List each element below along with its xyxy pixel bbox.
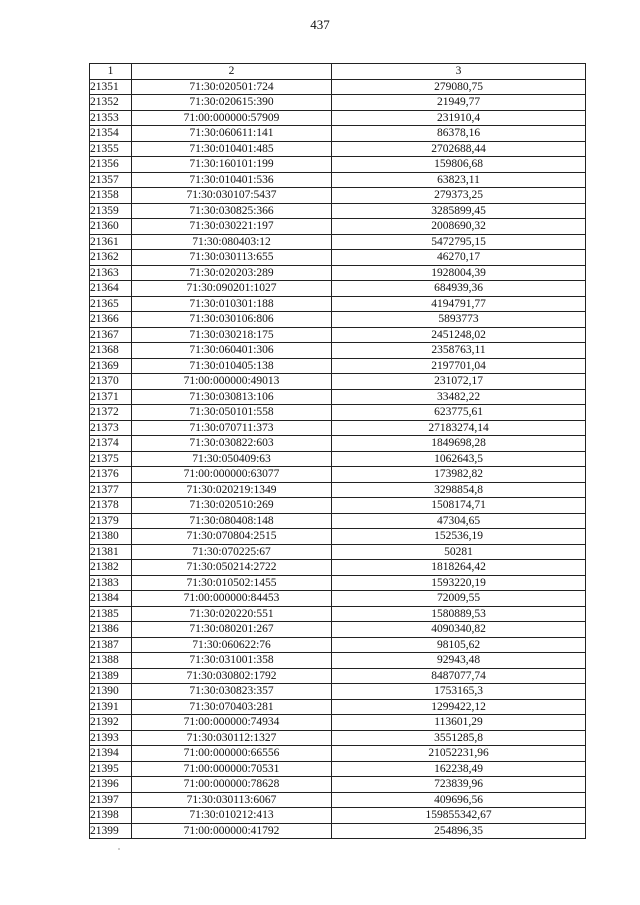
cadastral-number: 71:30:080201:267 (132, 622, 332, 638)
row-number: 21396 (90, 777, 132, 793)
table-row (90, 110, 586, 126)
table-row (90, 777, 586, 793)
row-number: 21381 (90, 544, 132, 560)
column-header-1: 1 (90, 64, 132, 80)
table-row (90, 389, 586, 405)
cadastral-number: 71:30:070225:67 (132, 544, 332, 560)
row-number: 21352 (90, 95, 132, 111)
cadastral-value: 33482,22 (332, 389, 586, 405)
table-row (90, 730, 586, 746)
cadastral-value: 2702688,44 (332, 141, 586, 157)
cadastral-value: 173982,82 (332, 467, 586, 483)
table-row (90, 668, 586, 684)
row-number: 21367 (90, 327, 132, 343)
row-number: 21363 (90, 265, 132, 281)
table-row (90, 529, 586, 545)
row-number: 21390 (90, 684, 132, 700)
row-number: 21359 (90, 203, 132, 219)
cadastral-number: 71:30:050101:558 (132, 405, 332, 421)
row-number: 21370 (90, 374, 132, 390)
table-row (90, 172, 586, 188)
cadastral-number: 71:30:030218:175 (132, 327, 332, 343)
column-header-3: 3 (332, 64, 586, 80)
table-row (90, 265, 586, 281)
row-number: 21372 (90, 405, 132, 421)
cadastral-value: 623775,61 (332, 405, 586, 421)
cadastral-number: 71:30:060611:141 (132, 126, 332, 142)
table-row (90, 684, 586, 700)
cadastral-number: 71:30:030106:806 (132, 312, 332, 328)
cadastral-number: 71:30:020203:289 (132, 265, 332, 281)
cadastral-value: 92943,48 (332, 653, 586, 669)
scan-speck (118, 848, 120, 850)
cadastral-number: 71:30:010405:138 (132, 358, 332, 374)
table-row (90, 141, 586, 157)
cadastral-number: 71:00:000000:70531 (132, 761, 332, 777)
cadastral-number: 71:30:030802:1792 (132, 668, 332, 684)
cadastral-number: 71:30:060622:76 (132, 637, 332, 653)
cadastral-number: 71:00:000000:84453 (132, 591, 332, 607)
row-number: 21365 (90, 296, 132, 312)
row-number: 21394 (90, 746, 132, 762)
cadastral-number: 71:30:070804:2515 (132, 529, 332, 545)
row-number: 21379 (90, 513, 132, 529)
cadastral-number: 71:00:000000:41792 (132, 823, 332, 839)
row-number: 21361 (90, 234, 132, 250)
cadastral-value: 5893773 (332, 312, 586, 328)
table-row (90, 358, 586, 374)
cadastral-number: 71:30:070711:373 (132, 420, 332, 436)
cadastral-number: 71:30:020510:269 (132, 498, 332, 514)
table-row (90, 405, 586, 421)
cadastral-value: 1818264,42 (332, 560, 586, 576)
table-row (90, 126, 586, 142)
row-number: 21389 (90, 668, 132, 684)
row-number: 21395 (90, 761, 132, 777)
row-number: 21399 (90, 823, 132, 839)
table-row (90, 560, 586, 576)
cadastral-number: 71:30:030107:5437 (132, 188, 332, 204)
cadastral-value: 279373,25 (332, 188, 586, 204)
cadastral-number: 71:30:010301:188 (132, 296, 332, 312)
cadastral-number: 71:30:030113:655 (132, 250, 332, 266)
table-row (90, 823, 586, 839)
table-row (90, 591, 586, 607)
cadastral-value: 254896,35 (332, 823, 586, 839)
cadastral-value: 231072,17 (332, 374, 586, 390)
table-row (90, 219, 586, 235)
table-row (90, 746, 586, 762)
cadastral-value: 409696,56 (332, 792, 586, 808)
cadastral-value: 159806,68 (332, 157, 586, 173)
row-number: 21373 (90, 420, 132, 436)
row-number: 21382 (90, 560, 132, 576)
cadastral-value: 684939,36 (332, 281, 586, 297)
table-row (90, 606, 586, 622)
cadastral-value: 2358763,11 (332, 343, 586, 359)
cadastral-value: 47304,65 (332, 513, 586, 529)
cadastral-value: 159855342,67 (332, 808, 586, 824)
table-row (90, 761, 586, 777)
row-number: 21384 (90, 591, 132, 607)
cadastral-value: 46270,17 (332, 250, 586, 266)
page-number: 437 (310, 17, 330, 32)
cadastral-number: 71:30:010401:536 (132, 172, 332, 188)
cadastral-value: 231910,4 (332, 110, 586, 126)
table-row (90, 420, 586, 436)
row-number: 21376 (90, 467, 132, 483)
cadastral-value: 3298854,8 (332, 482, 586, 498)
table-row (90, 374, 586, 390)
table-row (90, 575, 586, 591)
cadastral-value: 1508174,71 (332, 498, 586, 514)
cadastral-number: 71:30:020219:1349 (132, 482, 332, 498)
cadastral-number: 71:30:020220:551 (132, 606, 332, 622)
table-row (90, 544, 586, 560)
table-row (90, 343, 586, 359)
table-row (90, 188, 586, 204)
cadastral-number: 71:00:000000:74934 (132, 715, 332, 731)
row-number: 21353 (90, 110, 132, 126)
row-number: 21393 (90, 730, 132, 746)
cadastral-number: 71:30:080403:12 (132, 234, 332, 250)
row-number: 21368 (90, 343, 132, 359)
table-header-row (90, 64, 586, 80)
cadastral-value: 1753165,3 (332, 684, 586, 700)
table-row (90, 312, 586, 328)
cadastral-value: 723839,96 (332, 777, 586, 793)
cadastral-value: 1062643,5 (332, 451, 586, 467)
cadastral-value: 5472795,15 (332, 234, 586, 250)
cadastral-value: 4090340,82 (332, 622, 586, 638)
row-number: 21380 (90, 529, 132, 545)
table-row (90, 203, 586, 219)
cadastral-number: 71:30:031001:358 (132, 653, 332, 669)
table-row (90, 79, 586, 95)
table-row (90, 436, 586, 452)
cadastral-number: 71:30:050214:2722 (132, 560, 332, 576)
table-row (90, 296, 586, 312)
table-row (90, 281, 586, 297)
cadastral-value: 1299422,12 (332, 699, 586, 715)
cadastral-number: 71:00:000000:49013 (132, 374, 332, 390)
cadastral-number: 71:00:000000:57909 (132, 110, 332, 126)
cadastral-value: 98105,62 (332, 637, 586, 653)
cadastral-number: 71:30:050409:63 (132, 451, 332, 467)
cadastral-number: 71:30:010212:413 (132, 808, 332, 824)
table-row (90, 808, 586, 824)
cadastral-number: 71:30:080408:148 (132, 513, 332, 529)
table-row (90, 498, 586, 514)
row-number: 21398 (90, 808, 132, 824)
cadastral-number: 71:30:030113:6067 (132, 792, 332, 808)
cadastral-value: 21052231,96 (332, 746, 586, 762)
cadastral-number: 71:30:030822:603 (132, 436, 332, 452)
table-row (90, 637, 586, 653)
row-number: 21369 (90, 358, 132, 374)
row-number: 21374 (90, 436, 132, 452)
row-number: 21377 (90, 482, 132, 498)
cadastral-value: 63823,11 (332, 172, 586, 188)
cadastral-number: 71:30:090201:1027 (132, 281, 332, 297)
column-header-2: 2 (132, 64, 332, 80)
cadastral-value: 3285899,45 (332, 203, 586, 219)
row-number: 21392 (90, 715, 132, 731)
cadastral-number: 71:30:030112:1327 (132, 730, 332, 746)
cadastral-value: 86378,16 (332, 126, 586, 142)
cadastral-number: 71:30:060401:306 (132, 343, 332, 359)
row-number: 21364 (90, 281, 132, 297)
row-number: 21356 (90, 157, 132, 173)
row-number: 21391 (90, 699, 132, 715)
cadastral-number: 71:30:020615:390 (132, 95, 332, 111)
cadastral-number: 71:30:030813:106 (132, 389, 332, 405)
row-number: 21378 (90, 498, 132, 514)
cadastral-value: 1593220,19 (332, 575, 586, 591)
row-number: 21362 (90, 250, 132, 266)
row-number: 21355 (90, 141, 132, 157)
row-number: 21383 (90, 575, 132, 591)
row-number: 21375 (90, 451, 132, 467)
cadastral-value: 8487077,74 (332, 668, 586, 684)
row-number: 21357 (90, 172, 132, 188)
table-row (90, 699, 586, 715)
table-row (90, 715, 586, 731)
table-row (90, 467, 586, 483)
row-number: 21386 (90, 622, 132, 638)
table-row (90, 157, 586, 173)
table-row (90, 327, 586, 343)
row-number: 21351 (90, 79, 132, 95)
table-row (90, 792, 586, 808)
cadastral-number: 71:30:070403:281 (132, 699, 332, 715)
row-number: 21360 (90, 219, 132, 235)
row-number: 21366 (90, 312, 132, 328)
table-row (90, 234, 586, 250)
table-row (90, 653, 586, 669)
cadastral-number: 71:30:030825:366 (132, 203, 332, 219)
cadastral-number: 71:30:030221:197 (132, 219, 332, 235)
cadastral-number: 71:00:000000:78628 (132, 777, 332, 793)
cadastral-value: 1580889,53 (332, 606, 586, 622)
cadastral-value: 2008690,32 (332, 219, 586, 235)
row-number: 21354 (90, 126, 132, 142)
cadastral-value: 113601,29 (332, 715, 586, 731)
cadastral-number: 71:30:030823:357 (132, 684, 332, 700)
table-row (90, 250, 586, 266)
cadastral-number: 71:30:160101:199 (132, 157, 332, 173)
cadastral-value: 152536,19 (332, 529, 586, 545)
cadastral-value: 3551285,8 (332, 730, 586, 746)
cadastral-number: 71:30:010502:1455 (132, 575, 332, 591)
cadastral-number: 71:30:020501:724 (132, 79, 332, 95)
row-number: 21371 (90, 389, 132, 405)
cadastral-value: 27183274,14 (332, 420, 586, 436)
row-number: 21388 (90, 653, 132, 669)
cadastral-value: 162238,49 (332, 761, 586, 777)
row-number: 21387 (90, 637, 132, 653)
cadastral-value: 2197701,04 (332, 358, 586, 374)
table-row (90, 513, 586, 529)
cadastral-number: 71:30:010401:485 (132, 141, 332, 157)
cadastral-value: 50281 (332, 544, 586, 560)
cadastral-table (89, 63, 586, 839)
cadastral-value: 1849698,28 (332, 436, 586, 452)
table-row (90, 482, 586, 498)
cadastral-value: 2451248,02 (332, 327, 586, 343)
cadastral-value: 1928004,39 (332, 265, 586, 281)
cadastral-number: 71:00:000000:63077 (132, 467, 332, 483)
cadastral-value: 21949,77 (332, 95, 586, 111)
cadastral-value: 72009,55 (332, 591, 586, 607)
row-number: 21397 (90, 792, 132, 808)
row-number: 21358 (90, 188, 132, 204)
cadastral-value: 279080,75 (332, 79, 586, 95)
table-row (90, 622, 586, 638)
cadastral-number: 71:00:000000:66556 (132, 746, 332, 762)
table-row (90, 95, 586, 111)
row-number: 21385 (90, 606, 132, 622)
table-row (90, 451, 586, 467)
cadastral-value: 4194791,77 (332, 296, 586, 312)
